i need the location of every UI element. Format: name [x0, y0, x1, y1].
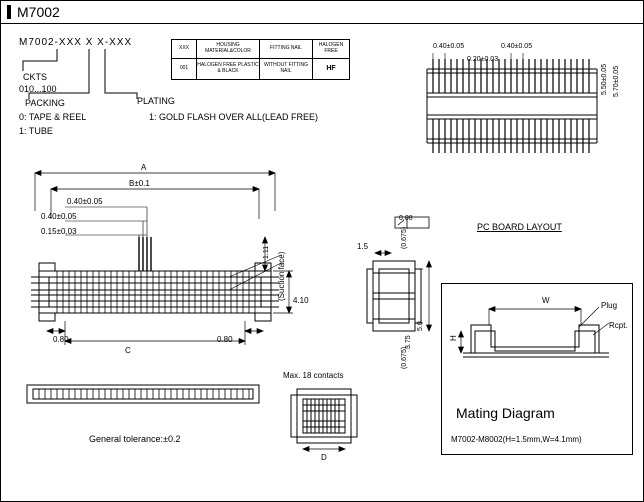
th-code: XXX [172, 40, 197, 59]
dim-080-left: 0.80 [53, 335, 69, 344]
dim-15: 1.5 [357, 242, 369, 251]
flatness-value: 0.08 [399, 215, 413, 222]
dim-w-label: W [542, 296, 550, 305]
td-nail: WITHOUT FITTING NAIL [260, 59, 313, 80]
dim-c-label: C [125, 346, 131, 355]
pcb-layout-title: PC BOARD LAYOUT [477, 222, 562, 232]
td-code: 001 [172, 59, 197, 80]
packing-option-0: 0: TAPE & REEL [19, 112, 87, 122]
spec-table [171, 39, 350, 80]
dim-50: 5.0 [417, 321, 424, 331]
detail-view [283, 385, 373, 455]
th-halogen: HALOGEN FREE [313, 40, 350, 59]
general-tolerance-note: General tolerance:±0.2 [89, 434, 181, 444]
dim-410: 4.10 [293, 296, 309, 305]
dim-d-label: D [321, 453, 327, 462]
dim-550-005: 5.50±0.05 [601, 63, 608, 95]
ckts-range: 010...100 [19, 84, 57, 94]
pitch-015-003: 0.15±0.03 [41, 227, 77, 236]
dim-020-003: 0.20±0.03 [467, 56, 499, 63]
td-halogen: HF [313, 59, 350, 80]
dim-h-label: H [449, 335, 458, 341]
packing-label: PACKING [25, 98, 65, 108]
dim-0675-bottom: (0.675) [401, 346, 408, 369]
mating-diagram-drawing [453, 291, 625, 375]
plating-option-1: 1: GOLD FLASH OVER ALL(LEAD FREE) [149, 112, 319, 122]
page-title: M7002 [17, 4, 60, 20]
pitch-040-005-a: 0.40±0.05 [67, 197, 103, 206]
dim-040-005-right-top: 0.40±0.05 [501, 43, 533, 50]
side-view [353, 213, 443, 373]
bottom-view [21, 377, 269, 411]
dim-040-005-left-top: 0.40±0.05 [433, 43, 465, 50]
dim-a-label: A [141, 163, 147, 172]
dim-111: 1.11 [263, 245, 270, 259]
ckts-label: CKTS [23, 72, 48, 82]
table-row [172, 59, 350, 80]
label-rcpt: Rcpt. [609, 321, 628, 330]
spec-table-grid [171, 39, 350, 80]
dim-0675-top: (0.675) [401, 226, 408, 249]
suction-face-label: (Suction face) [277, 251, 286, 301]
mating-diagram-note: M7002-M8002(H=1.5mm,W=4.1mm) [451, 435, 582, 444]
td-housing: HALOGEN FREE PLASTIC & BLACK [197, 59, 260, 80]
th-housing: HOUSING MATERIAL&COLOR [197, 40, 260, 59]
mating-diagram-title: Mating Diagram [456, 405, 555, 421]
dim-570-005: 5.70±0.05 [613, 65, 620, 97]
table-header-row [172, 40, 350, 59]
pitch-040-005-b: 0.40±0.05 [41, 212, 77, 221]
label-plug: Plug [601, 301, 618, 310]
header-divider [1, 23, 643, 24]
dim-375: 3.75 [405, 335, 412, 349]
part-number-code: M7002-XXX X X-XXX [19, 37, 133, 48]
dim-b-label: B±0.1 [129, 179, 150, 188]
plating-label: PLATING [137, 96, 175, 106]
dim-080-right: 0.80 [217, 335, 233, 344]
th-nail: FITTING NAIL [260, 40, 313, 59]
top-right-pin-view [419, 53, 619, 173]
title-accent-bar [7, 5, 11, 19]
packing-option-1: 1: TUBE [19, 126, 53, 136]
max-contacts-label: Max. 18 contacts [283, 371, 344, 380]
